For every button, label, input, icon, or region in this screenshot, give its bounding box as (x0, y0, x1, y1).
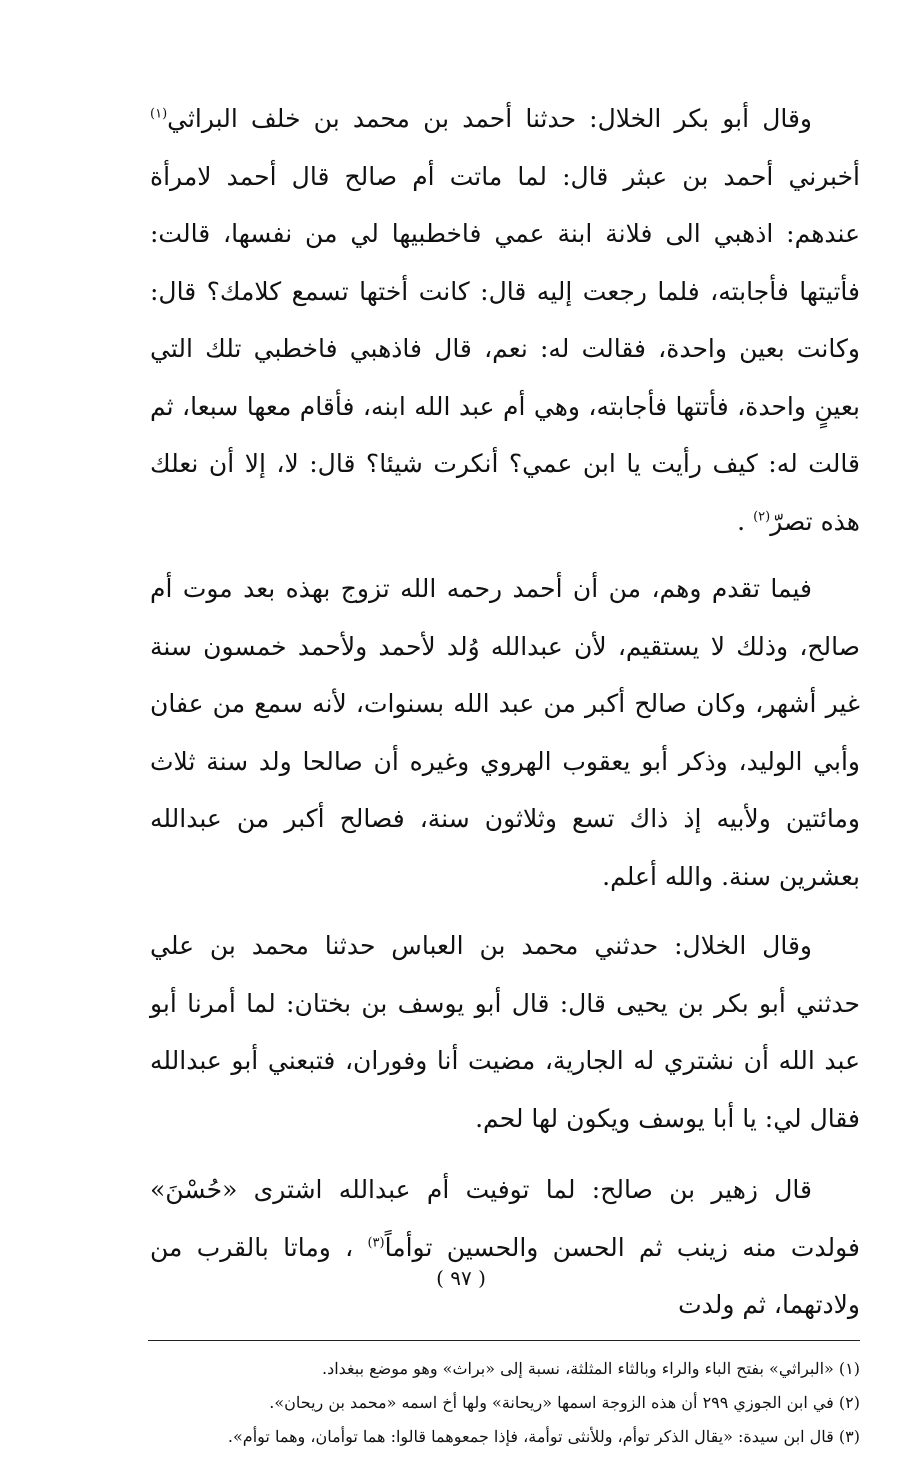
footnote-1: (١) «البراثي» بفتح الباء والراء وبالثاء المثلثة، نسبة إلى «براث» وهو موضع ببغداد. (322, 1358, 860, 1378)
footnote-ref-2: (٢) (753, 509, 771, 525)
page-body (150, 90, 860, 1457)
paragraph-2-text: فيما تقدم وهم، من أن أحمد رحمه الله تزوج بهذه بعد موت أم صالح، وذلك لا يستقيم، لأن عبدالله وُلد لأحمد ولأحمد خمسون سنة غير أشهر، وكان صالح أكبر من عبد الله بسنوات، لأنه سمع من عفان وأبي الوليد، وذكر أبو يعقوب الهروي وغيره أن صالحا ولد سنة ثلاث ومائتين ولأبيه إذ ذاك تسع وثلاثون سنة، فصالح أكبر من عبدالله بعشرين سنة. والله أعلم. (150, 574, 860, 891)
paragraph-1-end: . (737, 506, 754, 536)
page-number: ( ٩٧ ) (436, 1266, 486, 1290)
footnote-ref-3: (٣) (367, 1235, 385, 1251)
footnote-3: (٣) قال ابن سيدة: «يقال الذكر توأم، وللأنثى توأمة، فإذا جمعوهما قالوا: هما توأمان، وهما توأم». (227, 1426, 860, 1446)
paragraph-3 (150, 917, 860, 1147)
paragraph-1-text: وقال أبو بكر الخلال: حدثنا أحمد بن محمد بن خلف البراثي (167, 104, 812, 133)
paragraph-4 (150, 1161, 860, 1334)
paragraph-3-text: وقال الخلال: حدثني محمد بن العباس حدثنا محمد بن علي حدثني أبو بكر بن يحيى قال: قال أبو يوسف بن بختان: لما أمرنا أبو عبد الله أن نشتري له الجارية، مضيت أنا وفوران، فتبعني أبو عبدالله فقال لي: يا أبا يوسف ويكون لها لحم. (150, 931, 860, 1133)
footnote-ref-1: (١) (150, 106, 168, 122)
footnotes-list (150, 1355, 860, 1450)
paragraph-1-continued: أخبرني أحمد بن عبثر قال: لما ماتت أم صالح قال أحمد لامرأة عندهم: اذهبي الى فلانة ابنة عمي فاخطبيها لي من نفسها، قالت: فأتيتها فأجابته، فلما رجعت إليه قال: كانت أختها تسمع كلامك؟ قال: وكانت بعين واحدة، فقالت له: نعم، قال فاذهبي فاخطبي تلك التي بعينٍ واحدة، فأتتها فأجابته، وهي أم عبد الله ابنه، فأقام معها سبعا، ثم قالت له: كيف رأيت يا ابن عمي؟ أنكرت شيئا؟ قال: لا، إلا أن نعلك هذه تصرّ (150, 161, 860, 536)
footnote-2: (٢) في ابن الجوزي ٢٩٩ أن هذه الزوجة اسمها «ريحانة» ولها أخ اسمه «محمد بن ريحان». (269, 1392, 860, 1412)
paragraph-4-text: قال زهير بن صالح: لما توفيت أم عبدالله اشترى «حُسْنَ» فولدت منه زينب ثم الحسن والحسين توأماً (150, 1175, 860, 1262)
paragraph-2 (150, 560, 860, 905)
paragraph-1 (150, 90, 860, 550)
footnote-separator (148, 1340, 860, 1341)
paragraph-4-continued: ، وماتا بالقرب من ولادتهما، ثم ولدت (150, 1232, 860, 1319)
